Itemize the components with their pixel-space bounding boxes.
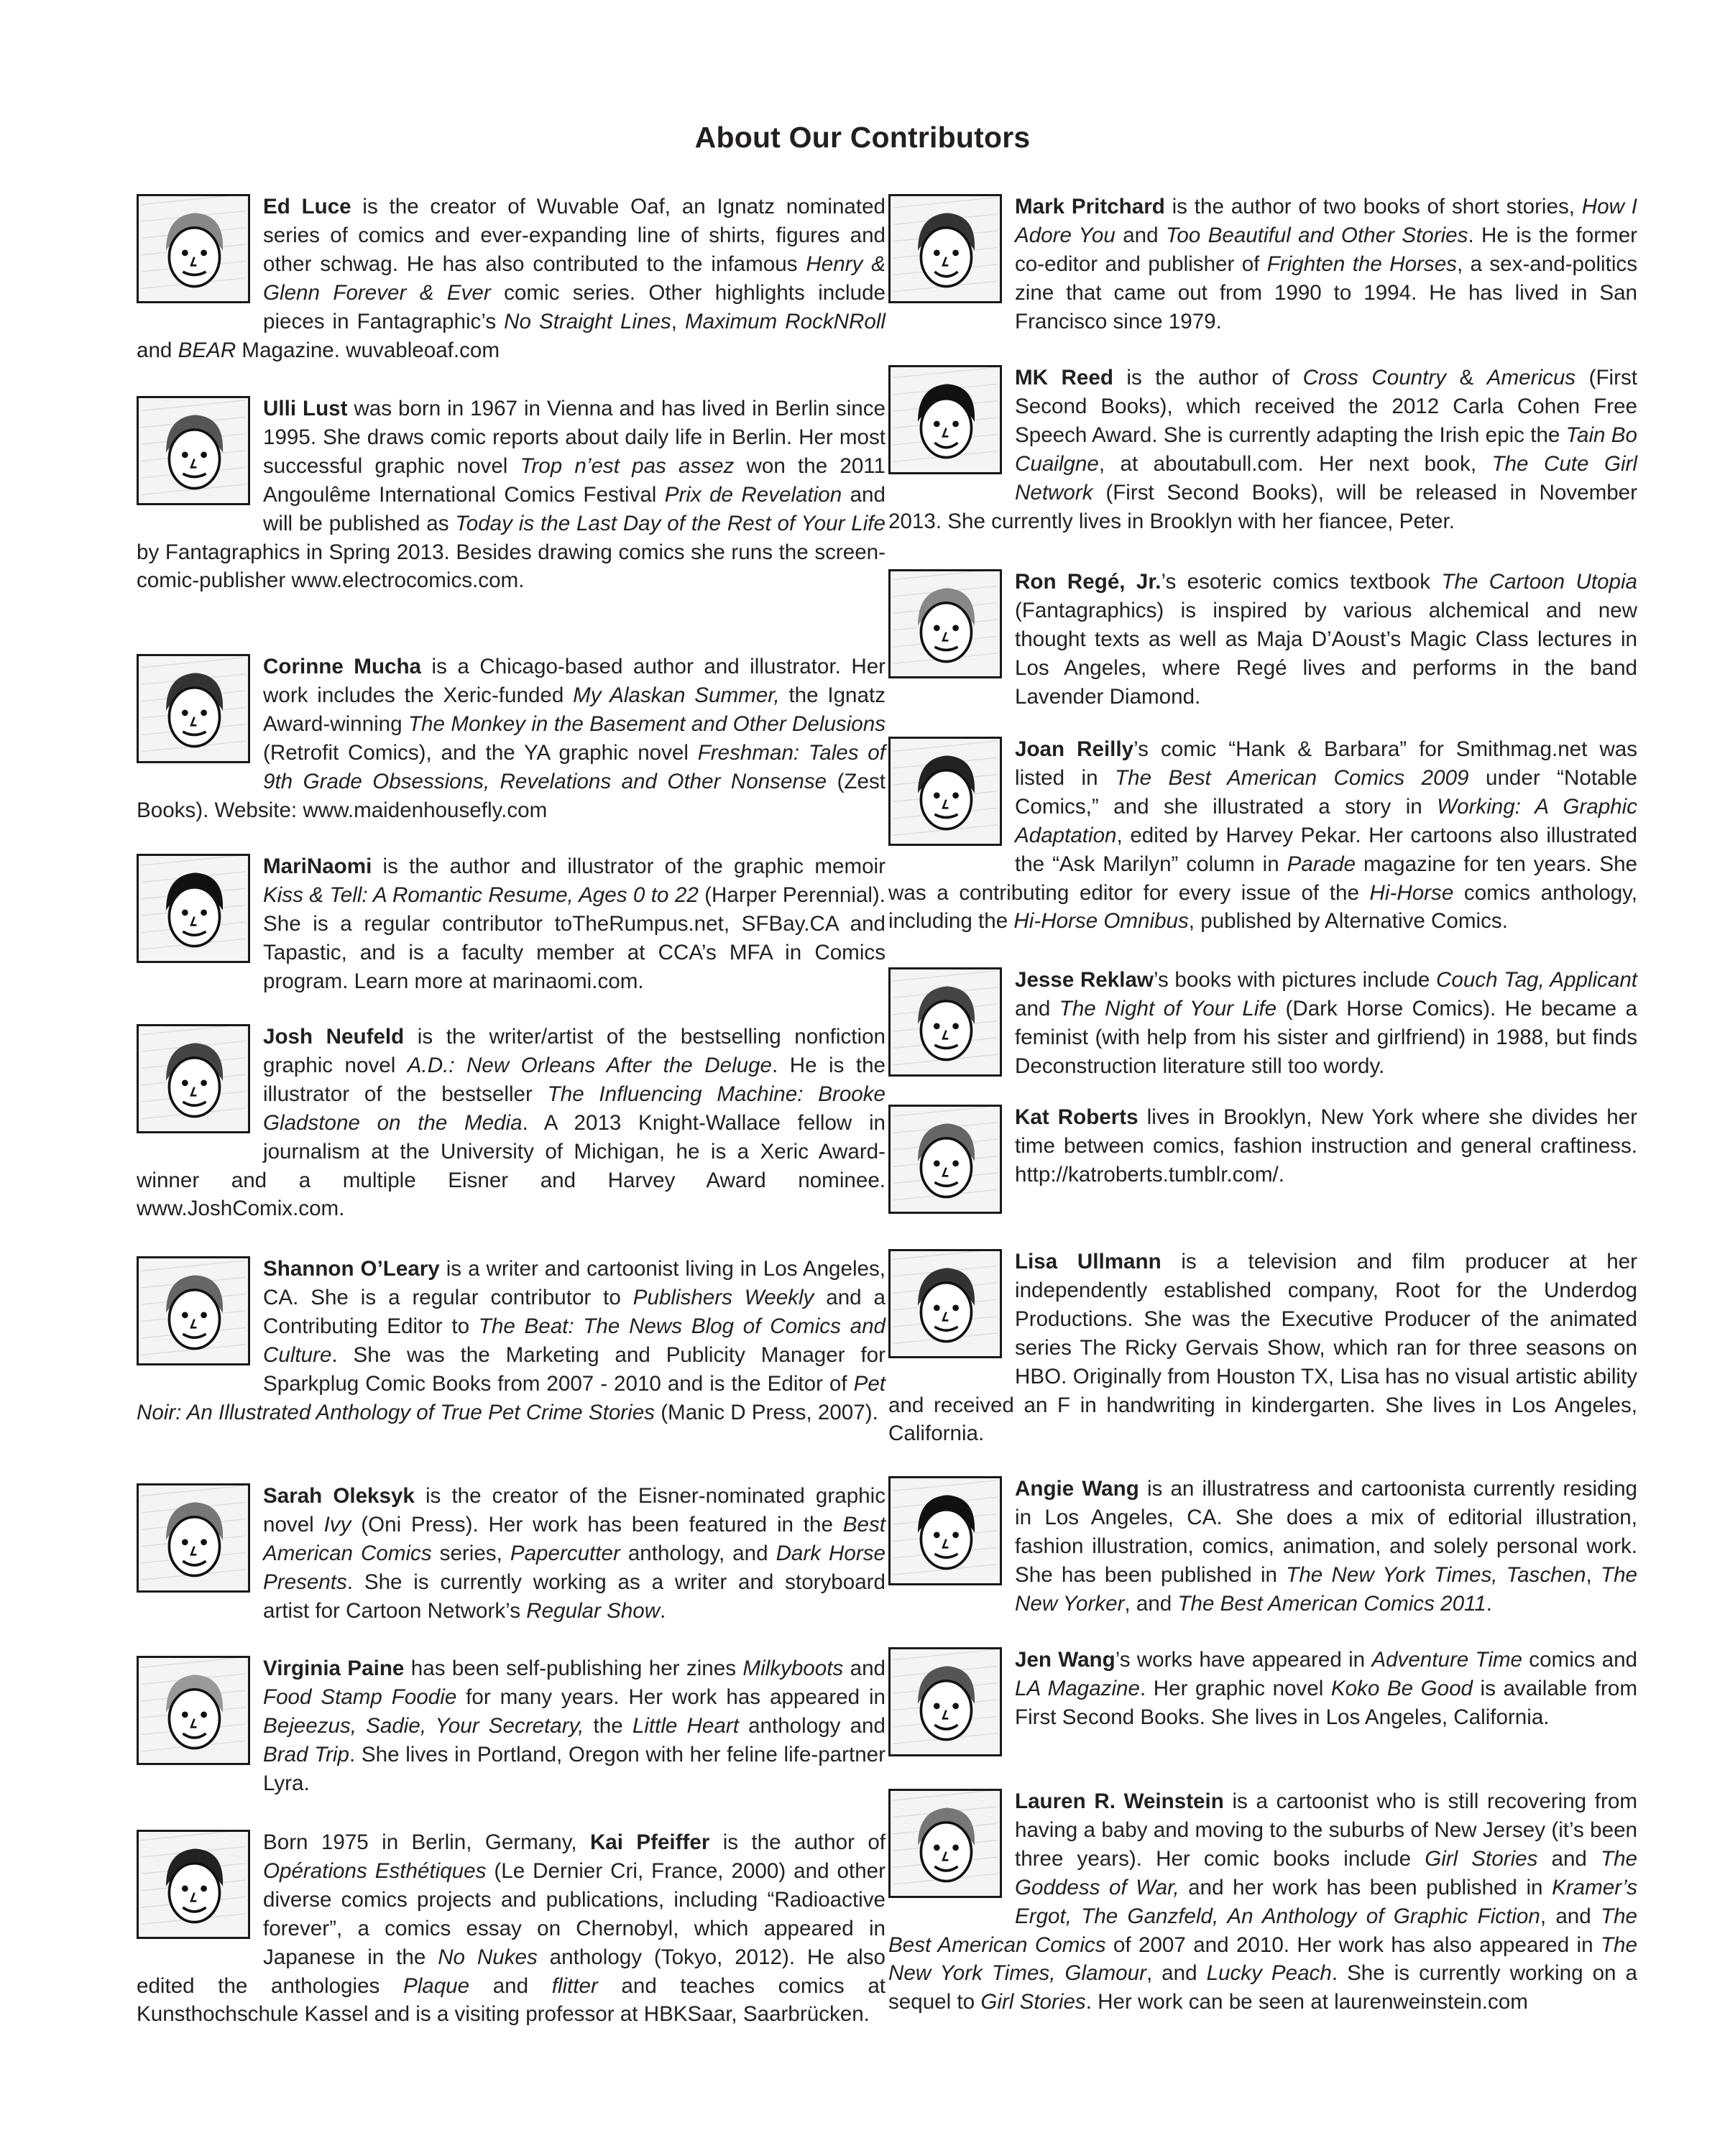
contributor-bio	[137, 653, 886, 824]
work-title: Little Heart	[632, 1713, 739, 1738]
bio-text: , published by Alternative Comics.	[1188, 909, 1508, 934]
bio-text: (Zest Books). Website: www.maidenhousefly.com	[137, 769, 886, 822]
work-title: Ivy	[323, 1512, 351, 1537]
work-title: The Best American Comics	[888, 1904, 1638, 1957]
work-title: Hi-Horse	[1369, 880, 1454, 905]
work-title: Henry & Glenn Forever & Ever	[263, 252, 886, 305]
bio-text: &	[1446, 366, 1487, 390]
bio-text: ,	[1586, 1562, 1601, 1587]
work-title: Lucky Peach	[1206, 1961, 1332, 1986]
contributor-bio	[888, 193, 1637, 336]
mk-reed-portrait	[888, 365, 1002, 474]
bio-text: (Retrofit Comics), and the YA graphic novel	[263, 740, 698, 765]
bio-text: is an illustratress and cartoonista currently residing in Los Angeles, CA. She does a mix of editorial illustration, fashion illustration, comics, animation, and solely personal work. She has been published in	[1015, 1477, 1637, 1587]
work-title: The Monkey in the Basement and Other Delusions	[408, 711, 886, 736]
bio-text: is a Chicago-based author and illustrator. Her work includes the Xeric-funded	[263, 655, 886, 707]
bio-text: . Her graphic novel	[1139, 1676, 1331, 1700]
work-title: The New York Times, Glamour	[888, 1932, 1637, 1986]
bio-text: and a Contributing Editor to	[263, 1285, 886, 1338]
work-title: The Night of Your Life	[1059, 996, 1277, 1021]
work-title: Freshman: Tales of 9th Grade Obsessions, Revelations and Other Nonsense	[263, 740, 886, 793]
lisa-ullmann-portrait	[888, 1249, 1002, 1358]
contributor-name: Angie Wang	[1015, 1477, 1139, 1501]
josh-neufeld-portrait	[137, 1024, 250, 1133]
contributor-name: Corinne Mucha	[263, 655, 422, 678]
bio-text: . She lives in Portland, Oregon with her feline life-partner Lyra.	[263, 1742, 886, 1795]
work-title: Kramer’s Ergot, The Ganzfeld, An Anthology of Graphic Fiction	[1015, 1875, 1638, 1928]
bio-text: , and	[1124, 1591, 1178, 1616]
work-title: The Influencing Machine: Brooke Gladstone on the Media	[263, 1082, 886, 1135]
contributor-bio	[888, 1103, 1637, 1218]
page-title: About Our Contributors	[694, 121, 1031, 154]
contributor-bio	[137, 1255, 886, 1427]
work-title: A.D.: New Orleans After the Deluge	[407, 1053, 773, 1077]
bio-text: ’s books with pictures include	[1153, 968, 1437, 992]
bio-text: ’s works have appeared in	[1115, 1648, 1372, 1672]
bio-text: , and	[1146, 1961, 1207, 1986]
bio-text: and	[469, 1973, 552, 1998]
work-title: How I Adore You	[1015, 195, 1638, 247]
contributor-bio	[137, 395, 886, 595]
bio-text: anthology, and	[620, 1541, 776, 1565]
bio-text: is the author of two books of short stories,	[1164, 195, 1582, 218]
kai-pfeiffer-portrait	[137, 1830, 250, 1939]
bio-text: . She is currently working as a writer and storyboard artist for Cartoon Network’s	[263, 1570, 886, 1623]
work-title: Prix de Revelation	[664, 482, 842, 507]
contributor-name: Ed Luce	[263, 195, 351, 218]
work-title: Brad Trip	[263, 1742, 349, 1766]
work-title: Kiss & Tell: A Romantic Resume, Ages 0 to 22	[263, 883, 699, 907]
contributor-bio	[137, 1654, 886, 1798]
bio-text: is the author of	[1113, 366, 1303, 390]
bio-text: and teaches comics at Kunsthochschule Kassel and is a visiting professor at HBKSaar, Saarbrücken.	[137, 1973, 886, 2027]
joan-reilly-portrait	[888, 737, 1002, 846]
lauren-weinstein-portrait	[888, 1789, 1002, 1898]
bio-text: ,	[671, 309, 685, 333]
bio-text: . Her work can be seen at laurenweinstein.com	[1085, 1990, 1528, 2014]
bio-text: won the 2011 Angoulême International Comics Festival	[263, 453, 886, 507]
bio-text: is the author of	[709, 1830, 886, 1854]
work-title: Opérations Esthétiques	[263, 1858, 487, 1883]
contributor-name: MK Reed	[1015, 366, 1113, 390]
work-title: The New York Times, Taschen	[1286, 1562, 1586, 1587]
bio-text: , at aboutabull.com. Her next book,	[1098, 451, 1492, 476]
bio-text: is the creator of Wuvable Oaf, an Ignatz nominated series of comics and ever-expanding line of shirts, figures and other schwag. He has also contributed to the infamous	[263, 195, 886, 276]
bio-text: anthology (Tokyo, 2012). He also edited the anthologies	[137, 1945, 886, 1998]
work-title: Frighten the Horses	[1266, 252, 1457, 276]
bio-text: , edited by Harvey Pekar. Her cartoons also illustrated the “Ask Marilyn” column in	[1015, 823, 1637, 876]
bio-text: comics anthology, including the	[888, 880, 1637, 934]
kat-roberts-portrait	[888, 1105, 1002, 1214]
bio-text: magazine for ten years. She was a contributing editor for every issue of the	[888, 852, 1637, 905]
work-title: Koko Be Good	[1330, 1676, 1473, 1700]
work-title: Maximum RockNRoll	[684, 309, 886, 333]
bio-text: was born in 1967 in Vienna and has lived in Berlin since 1995. She draws comic reports about daily life in Berlin. Her most successful graphic novel	[263, 397, 886, 478]
contributor-bio	[888, 1475, 1637, 1618]
ulli-lust-portrait	[137, 396, 250, 505]
bio-text: . She was the Marketing and Publicity Manager for Sparkplug Comic Books from 2007 - 2010 and is the Editor of	[263, 1342, 886, 1396]
sarah-oleksyk-portrait	[137, 1483, 250, 1593]
ed-luce-portrait	[137, 194, 250, 303]
work-title: Trop n’est pas assez	[520, 453, 735, 478]
bio-text: comics and	[1522, 1648, 1637, 1672]
contributor-name: Kat Roberts	[1015, 1105, 1138, 1129]
bio-text: ’s esoteric comics textbook	[1161, 570, 1442, 594]
work-title: Pet Noir: An Illustrated Anthology of True Pet Crime Stories	[137, 1371, 886, 1424]
work-title: Americus	[1486, 366, 1576, 390]
contributor-name: MariNaomi	[263, 854, 372, 878]
bio-text: is available from First Second Books. She lives in Los Angeles, California.	[1015, 1676, 1638, 1729]
work-title: Parade	[1287, 852, 1356, 876]
contributor-bio	[888, 1787, 1637, 2017]
contributor-name: Ulli Lust	[263, 397, 348, 420]
work-title: The Goddess of War,	[1015, 1846, 1637, 1899]
contributor-name: Mark Pritchard	[1015, 195, 1165, 218]
work-title: Publishers Weekly	[632, 1285, 814, 1309]
bio-text: . He is the illustrator of the bestseller	[263, 1053, 886, 1106]
contributor-name: Kai Pfeiffer	[589, 1830, 710, 1854]
bio-text: , a sex-and-politics zine that came out from 1990 to 1994. He has lived in San Francisco since 1979.	[1015, 252, 1637, 333]
contributor-name: Ron Regé, Jr.	[1015, 570, 1162, 594]
work-title: Cross Country	[1302, 366, 1446, 390]
bio-text: ’s comic “Hank & Barbara” for Smithmag.net was listed in	[1015, 737, 1638, 790]
contributor-name: Jen Wang	[1015, 1648, 1116, 1672]
bio-text: and her work has been published in	[1179, 1875, 1552, 1899]
shannon-oleary-portrait	[137, 1256, 250, 1365]
ron-rege-portrait	[888, 569, 1002, 678]
work-title: The Best American Comics 2011	[1177, 1591, 1486, 1616]
contributor-bio	[888, 966, 1637, 1081]
work-title: Girl Stories	[1425, 1846, 1538, 1871]
bio-text: . He is the former co-editor and publisher of	[1015, 223, 1638, 276]
mark-pritchard-portrait	[888, 194, 1002, 303]
contributor-bio	[888, 568, 1637, 711]
contributor-bio	[137, 1023, 886, 1223]
work-title: Food Stamp Foodie	[263, 1685, 457, 1709]
virginia-paine-portrait	[137, 1656, 250, 1765]
bio-text: .	[1486, 1591, 1492, 1616]
contributor-bio	[888, 1248, 1637, 1448]
bio-text: and will be published as	[263, 482, 886, 535]
contributor-bio	[137, 852, 886, 996]
jen-wang-portrait	[888, 1647, 1002, 1756]
bio-text: is a writer and cartoonist living in Los Angeles, CA. She is a regular contributor to	[263, 1257, 886, 1309]
bio-text: series,	[431, 1541, 510, 1565]
work-title: Best American Comics	[263, 1512, 886, 1565]
bio-text: (First Second Books), which received the 2012 Carla Cohen Free Speech Award. She is currently adapting the Irish epic the	[1015, 366, 1638, 447]
bio-text: (Harper Perennial). She is a regular contributor toTheRumpus.net, SFBay.CA and Tapastic, and is a faculty member at CCA’s MFA in Comics program. Learn more at marinaomi.com.	[263, 883, 886, 993]
work-title: The Best American Comics 2009	[1115, 765, 1469, 790]
work-title: No Nukes	[438, 1945, 538, 1969]
work-title: Today is the Last Day of the Rest of Your Life	[455, 511, 886, 535]
contributor-name: Lisa Ullmann	[1015, 1250, 1162, 1273]
contributor-name: Shannon O’Leary	[263, 1257, 440, 1281]
bio-text: Magazine. wuvableoaf.com	[236, 338, 500, 362]
bio-text: is the writer/artist of the bestselling nonfiction graphic novel	[263, 1025, 886, 1077]
bio-text: and	[1537, 1846, 1601, 1871]
bio-text: of 2007 and 2010. Her work has also appeared in	[1105, 1932, 1601, 1957]
bio-text: for many years. Her work has appeared in	[456, 1685, 886, 1709]
corinne-mucha-portrait	[137, 654, 250, 763]
bio-text: . A 2013 Knight-Wallace fellow in journalism at the University of Michigan, he is a Xeric Award-winner and a multiple Eisner and Harvey Award nominee. www.JoshComix.com.	[137, 1110, 886, 1221]
bio-text: under “Notable Comics,” and she illustrated a story in	[1015, 765, 1637, 819]
contributor-bio	[137, 1482, 886, 1626]
bio-text: is a television and film producer at her independently established company, Root for the Underdog Productions. She was the Executive Producer of the animated series The Ricky Gervais Show, which ran for three seasons on HBO. Originally from Houston TX, Lisa has no visual artistic ability and received an F in handwriting in kindergarten. She lives in Los Angeles, California.	[888, 1250, 1637, 1446]
bio-text: and	[137, 338, 178, 362]
marinaomi-portrait	[137, 854, 250, 963]
work-title: Too Beautiful and Other Stories	[1165, 223, 1468, 247]
bio-text: is the author and illustrator of the graphic memoir	[372, 854, 886, 878]
contributor-name: Sarah Oleksyk	[263, 1484, 415, 1508]
bio-text: lives in Brooklyn, New York where she divides her time between comics, fashion instruction and general craftiness. http://katroberts.tumblr.com/.	[1015, 1105, 1637, 1187]
bio-text: (Dark Horse Comics). He became a feminist (with help from his sister and girlfriend) in 1988, but finds Deconstruction literature still too wordy.	[1015, 996, 1637, 1078]
work-title: BEAR	[178, 338, 236, 362]
work-title: Dark Horse Presents	[263, 1541, 886, 1594]
work-title: Hi-Horse Omnibus	[1013, 909, 1189, 934]
contributor-name: Virginia Paine	[263, 1657, 405, 1680]
contributor-name: Joan Reilly	[1015, 737, 1134, 761]
bio-text: the	[584, 1713, 632, 1738]
work-title: Adventure Time	[1371, 1648, 1523, 1672]
work-title: The Cartoon Utopia	[1441, 570, 1637, 594]
bio-text: . She is currently working on a sequel to	[888, 1961, 1637, 2014]
work-title: flitter	[551, 1973, 598, 1998]
bio-text: and	[843, 1657, 886, 1680]
work-title: Plaque	[402, 1973, 470, 1998]
bio-text: (Le Dernier Cri, France, 2000) and other diverse comics projects and publications, including “Radioactive forever”, a comics essay on Chernobyl, which appeared in Japanese in the	[263, 1858, 886, 1969]
bio-text: .	[660, 1598, 666, 1623]
bio-text: by Fantagraphics in Spring 2013. Besides drawing comics she runs the screen-comic-publisher www.electrocomics.com.	[137, 540, 886, 593]
work-title: No Straight Lines	[504, 309, 671, 333]
contributor-name: Lauren R. Weinstein	[1015, 1789, 1224, 1813]
work-title: Tain Bo Cuailgne	[1015, 423, 1637, 476]
bio-text: , and	[1540, 1904, 1601, 1928]
work-title: Milkyboots	[742, 1657, 844, 1680]
bio-text: Born 1975 in Berlin, Germany,	[263, 1830, 590, 1854]
bio-text: comic series. Other highlights include pieces in Fantagraphic’s	[263, 280, 886, 333]
contributor-bio	[888, 735, 1637, 936]
bio-text: and	[1015, 996, 1059, 1021]
contributor-bio	[888, 1646, 1637, 1761]
bio-text: the Ignatz Award-winning	[263, 683, 886, 736]
work-title: Papercutter	[510, 1541, 620, 1565]
work-title: Bejeezus, Sadie, Your Secretary,	[263, 1713, 584, 1738]
work-title: Working: A Graphic Adaptation	[1015, 794, 1637, 847]
bio-text: and	[1115, 223, 1166, 247]
contributor-name: Josh Neufeld	[263, 1025, 405, 1049]
bio-text: (First Second Books), will be released in November 2013. She currently lives in Brooklyn with her fiancee, Peter.	[888, 480, 1637, 533]
bio-text: (Fantagraphics) is inspired by various alchemical and new thought texts as well as Maja D’Aoust’s Magic Class lectures in Los Angeles, where Regé lives and performs in the band Lavender Diamond.	[1015, 598, 1637, 709]
bio-text: (Oni Press). Her work has been featured in the	[351, 1512, 843, 1537]
work-title: Regular Show	[526, 1598, 661, 1623]
contributor-bio	[888, 364, 1637, 535]
work-title: The Cute Girl Network	[1015, 451, 1637, 505]
contributor-bio	[137, 193, 886, 364]
bio-text: is the creator of the Eisner-nominated graphic novel	[263, 1484, 886, 1537]
work-title: The Beat: The News Blog of Comics and Culture	[263, 1314, 886, 1367]
work-title: The New Yorker	[1015, 1562, 1638, 1616]
bio-text: anthology and	[738, 1713, 886, 1738]
bio-text: (Manic D Press, 2007).	[654, 1400, 878, 1424]
work-title: My Alaskan Summer,	[573, 683, 780, 707]
contributor-name: Jesse Reklaw	[1015, 968, 1154, 992]
work-title: LA Magazine	[1015, 1676, 1140, 1700]
bio-text: is a cartoonist who is still recovering from having a baby and moving to the suburbs of New Jersey (it’s been three years). Her comic books include	[1015, 1789, 1637, 1871]
work-title: Couch Tag, Applicant	[1436, 968, 1637, 992]
bio-text: has been self-publishing her zines	[404, 1657, 743, 1680]
angie-wang-portrait	[888, 1476, 1002, 1585]
work-title: Girl Stories	[980, 1990, 1086, 2014]
jesse-reklaw-portrait	[888, 967, 1002, 1077]
contributor-bio	[137, 1828, 886, 2029]
